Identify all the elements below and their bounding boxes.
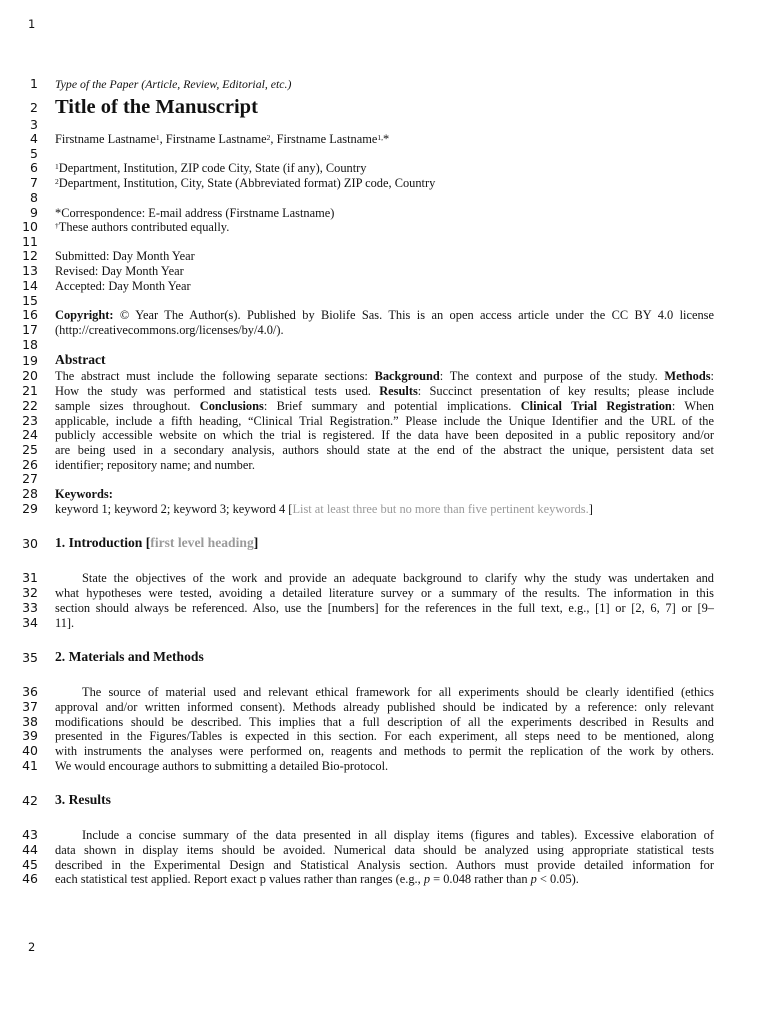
abstract-subheading: Conclusions [199, 399, 264, 413]
abstract-text: How the study was performed and statistical tests used. [55, 384, 380, 398]
page-number-top: 1 [28, 17, 36, 31]
abstract-text: : [710, 369, 714, 383]
line-number: 34 [22, 615, 38, 630]
abstract-text: : The context and purpose of the study. [439, 369, 665, 383]
author-separator: , [270, 132, 277, 146]
affiliation-2 [55, 176, 714, 190]
line-number: 21 [22, 383, 38, 398]
line-number: 5 [30, 146, 38, 161]
accepted-date: Accepted: Day Month Year [55, 279, 191, 293]
author-affiliation-mark: 2 [266, 133, 271, 142]
line-number: 3 [30, 117, 38, 132]
paragraph-line: modifications should be described. This implies that a full description of all the experiments described in Results and [55, 715, 714, 729]
line-number: 7 [30, 175, 38, 190]
paragraph-line: data shown in display items should be avoided. Numerical data should be analyzed using appropriate statistical tests [55, 843, 714, 857]
line-number: 29 [22, 501, 38, 516]
keywords-heading: Keywords: [55, 487, 113, 501]
affiliation-text: Department, Institution, ZIP code City, State (if any), Country [58, 161, 367, 175]
abstract-line: are being used in a secondary analysis, authors should state at the end of the abstract the unique, persistent data set [55, 443, 714, 457]
paragraph-line: approval and/or written informed consent). Methods already published should be indicated by a reference: only relevant [55, 700, 714, 714]
line-number: 1 [30, 76, 38, 91]
line-number: 16 [22, 307, 38, 322]
line-number: 33 [22, 600, 38, 615]
line-number: 9 [30, 205, 38, 220]
author-name: Firstname Lastname [276, 132, 378, 146]
line-number: 6 [30, 160, 38, 175]
line-number: 18 [22, 337, 38, 352]
abstract-text: : When [671, 399, 715, 413]
line-number: 27 [22, 471, 38, 486]
correspondence-line: *Correspondence: E-mail address (Firstname Lastname) [55, 206, 335, 220]
keywords-text: keyword 1; keyword 2; keyword 3; keyword 4 [ [55, 502, 293, 516]
paragraph-text: = 0.048 rather than [430, 872, 531, 886]
line-number: 2 [30, 100, 38, 115]
affiliation-number: 2 [55, 177, 59, 186]
copyright-text: © Year The Author(s). Published by Biolife Sas. This is an open access article under the CC BY 4.0 license [113, 308, 714, 322]
paragraph-line: section should always be referenced. Also, use the [numbers] for the references in the full text, e.g., [1] or [2, 6, 7] or [9– [55, 601, 714, 615]
abstract-text: sample sizes throughout. [55, 399, 200, 413]
line-number: 4 [30, 131, 38, 146]
line-number: 30 [22, 536, 38, 551]
submitted-date: Submitted: Day Month Year [55, 249, 195, 263]
line-number: 8 [30, 190, 38, 205]
author-affiliation-mark: 1, [377, 133, 384, 142]
keywords-line [55, 502, 714, 516]
line-number: 40 [22, 743, 38, 758]
author-name: Firstname Lastname [165, 132, 267, 146]
paragraph-line: Include a concise summary of the data presented in all display items (figures and tables). Excessive elaboration of [82, 828, 714, 842]
paragraph-line: We would encourage authors to submitting a detailed Bio-protocol. [55, 759, 389, 773]
author-separator: , [159, 132, 166, 146]
page-number-bottom: 2 [28, 940, 36, 954]
line-number: 24 [22, 427, 38, 442]
line-number: 46 [22, 871, 38, 886]
line-number: 31 [22, 570, 38, 585]
line-number: 38 [22, 714, 38, 729]
line-number: 42 [22, 793, 38, 808]
line-number: 12 [22, 248, 38, 263]
abstract-subheading: Results [379, 384, 418, 398]
line-number: 35 [22, 650, 38, 665]
line-number: 10 [22, 219, 38, 234]
equal-contribution-line [55, 220, 714, 234]
abstract-line [55, 384, 714, 398]
line-number: 26 [22, 457, 38, 472]
p-symbol: p [530, 872, 537, 886]
line-number: 44 [22, 842, 38, 857]
line-number: 23 [22, 413, 38, 428]
dagger-mark: † [55, 221, 59, 230]
copyright-line [55, 308, 714, 322]
line-number: 14 [22, 278, 38, 293]
paragraph-line: described in the Experimental Design and Statistical Analysis section. Authors must provide detailed information for [55, 858, 714, 872]
keywords-hint: List at least three but no more than five pertinent keywords. [292, 502, 589, 516]
abstract-subheading: Clinical Trial Registration [520, 399, 672, 413]
paper-type: Type of the Paper (Article, Review, Editorial, etc.) [55, 77, 292, 91]
copyright-label: Copyright: [55, 308, 114, 322]
methods-heading: 2. Materials and Methods [55, 649, 204, 664]
equal-contribution-text: These authors contributed equally. [58, 220, 230, 234]
affiliation-number: 1 [55, 162, 59, 171]
affiliation-text: Department, Institution, City, State (Abbreviated format) ZIP code, Country [58, 176, 436, 190]
paragraph-line: 11]. [55, 616, 75, 630]
line-number: 45 [22, 857, 38, 872]
abstract-line [55, 369, 714, 383]
manuscript-title: Title of the Manuscript [55, 96, 258, 118]
line-number: 41 [22, 758, 38, 773]
abstract-line: identifier; repository name; and number. [55, 458, 255, 472]
abstract-subheading: Methods [664, 369, 711, 383]
author-name: Firstname Lastname [55, 132, 156, 146]
abstract-line: applicable, include a fifth heading, “Clinical Trial Registration.” Please include the Unique Identifier and the URL of the [55, 414, 714, 428]
line-number: 15 [22, 293, 38, 308]
line-number: 32 [22, 585, 38, 600]
author-affiliation-mark: 1 [155, 133, 160, 142]
paragraph-line: what hypotheses were tested, avoiding a detailed literature survey or a summary of the results. The information in this [55, 586, 714, 600]
author-list [55, 132, 714, 146]
paragraph-line: The source of material used and relevant ethical framework for all experiments should be clearly identified (ethics [82, 685, 714, 699]
line-number: 39 [22, 728, 38, 743]
paragraph-text: each statistical test applied. Report exact p values rather than ranges (e.g., [55, 872, 424, 886]
abstract-text: : Brief summary and potential implications. [263, 399, 521, 413]
line-number: 25 [22, 442, 38, 457]
line-number: 43 [22, 827, 38, 842]
heading-bracket: ] [253, 535, 259, 550]
license-url: (http://creativecommons.org/licenses/by/4.0/). [55, 323, 284, 337]
abstract-text: : Succinct presentation of key results; please include [417, 384, 715, 398]
correspondence-mark: * [383, 132, 390, 146]
paragraph-line: with instruments the analyses were performed on, reagents and methods to permit the replication of the work by others. [55, 744, 714, 758]
paragraph-line [55, 872, 714, 886]
line-number: 37 [22, 699, 38, 714]
heading-text: 1. Introduction [ [55, 535, 151, 550]
line-number: 28 [22, 486, 38, 501]
results-heading: 3. Results [55, 792, 111, 807]
paragraph-text: < 0.05). [536, 872, 579, 886]
abstract-line: publicly accessible website on which the trial is registered. If the data have been deposited in a public repository and/or [55, 428, 714, 442]
keywords-bracket: ] [588, 502, 593, 516]
paragraph-line: presented in the Figures/Tables is expected in this section. For each experiment, all steps need to be mentioned, along [55, 729, 714, 743]
line-number: 22 [22, 398, 38, 413]
line-number: 17 [22, 322, 38, 337]
revised-date: Revised: Day Month Year [55, 264, 184, 278]
abstract-heading: Abstract [55, 352, 106, 367]
heading-hint: first level heading [150, 535, 254, 550]
line-number: 19 [22, 353, 38, 368]
abstract-text: The abstract must include the following separate sections: [55, 369, 375, 383]
line-number: 11 [22, 234, 38, 249]
line-number: 20 [22, 368, 38, 383]
abstract-subheading: Background [374, 369, 440, 383]
abstract-line [55, 399, 714, 413]
line-number: 13 [22, 263, 38, 278]
line-number: 36 [22, 684, 38, 699]
introduction-heading [55, 536, 714, 550]
affiliation-1 [55, 161, 714, 175]
p-symbol: p [423, 872, 431, 886]
paragraph-line: State the objectives of the work and provide an adequate background to clarify why the study was undertaken and [82, 571, 714, 585]
